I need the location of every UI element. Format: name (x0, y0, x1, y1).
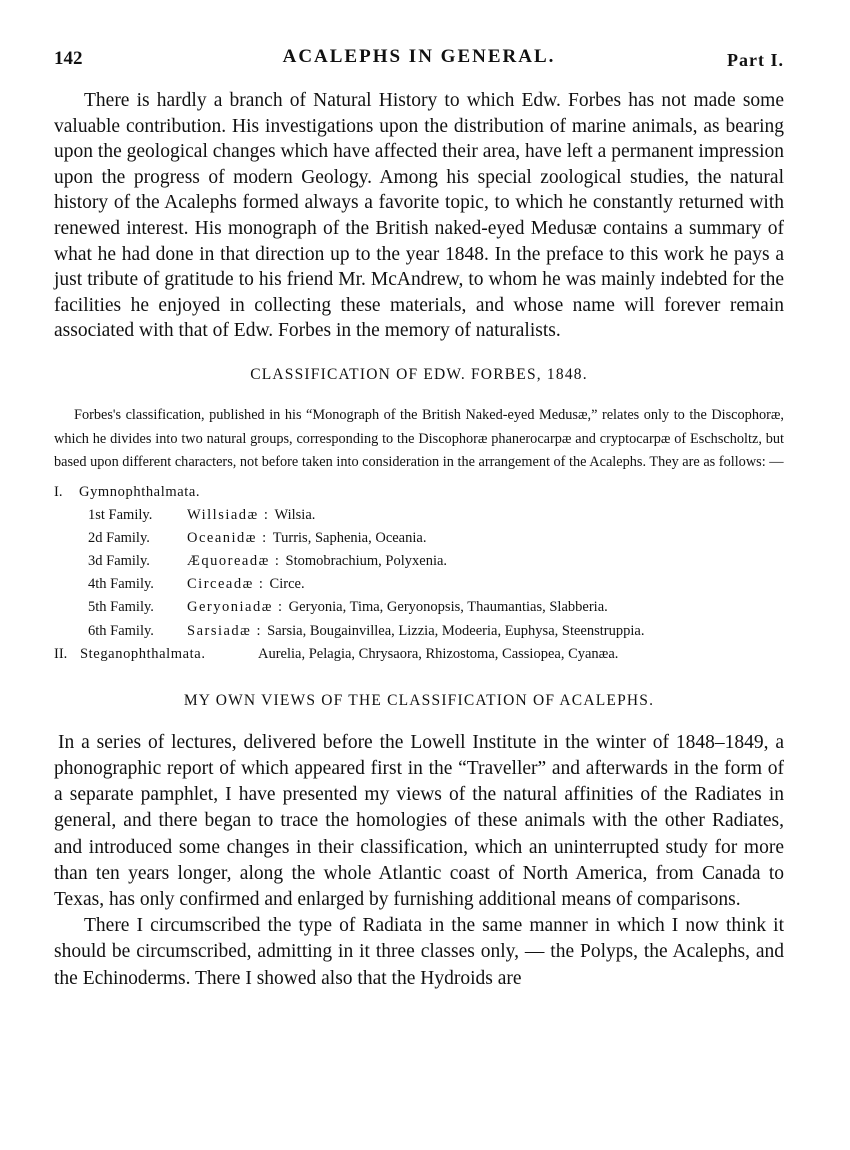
paragraph-forbes-classification: Forbes's classification, published in his “Monograph of the British Naked-eyed Medusæ,” relates only to the Discophoræ, which he divides into two natural groups, corresponding to the Discophoræ phanerocarpæ and cryptocarpæ of Eschscholtz, but based upon different characters, not before taken into consideration in the arrangement of the Acalephs. They are as follows: — (54, 406, 784, 471)
classification-list (54, 481, 784, 666)
family-label: 6th Family. (88, 622, 154, 639)
group-numeral: II. (54, 645, 68, 662)
family-label: 1st Family. (88, 506, 153, 523)
group-numeral: I. (54, 483, 63, 500)
page-number: 142 (54, 48, 83, 69)
family-row (54, 620, 784, 643)
family-name: Circeadæ : (187, 576, 265, 593)
family-row (54, 527, 784, 550)
section-heading-forbes-classification: CLASSIFICATION OF EDW. FORBES, 1848. (250, 365, 588, 383)
family-genera: Geryonia, Tima, Geryonopsis, Thaumantias, Slabberia. (288, 599, 608, 616)
family-name: Geryoniadæ : (187, 599, 284, 616)
family-name: Willsiadæ : (187, 506, 270, 523)
family-label: 4th Family. (88, 576, 154, 593)
paragraph-radiata-type: There I circumscribed the type of Radiata in the same manner in which I now think it should be circumscribed, admitting in it three classes only, — the Polyps, the Acalephs, and the Echinoderms. There I showed also that the Hydroids are (54, 915, 784, 989)
family-row (54, 550, 784, 573)
family-genera: Sarsia, Bougainvillea, Lizzia, Modeeria, Euphysa, Steenstruppia. (267, 622, 645, 639)
running-title: ACALEPHS IN GENERAL. (282, 46, 556, 67)
group-genera: Aurelia, Pelagia, Chrysaora, Rhizostoma, Cassiopea, Cyanæa. (258, 645, 619, 662)
paragraph-lowell-lectures: In a series of lectures, delivered before the Lowell Institute in the winter of 1848–1849, a phonographic report of which appeared first in the “Traveller” and afterwards in the form of a separate pamphlet, I have presented my views of the natural affinities of the Radiates in general, and there began to trace the homologies of these animals with the other Radiates, and introduced some changes in their classification, which an uninterrupted study for more than ten years longer, along the whole Atlantic coast of North America, from Canada to Texas, has only confirmed and enlarged by furnishing additional means of comparisons. (54, 731, 784, 911)
family-genera: Stomobrachium, Polyxenia. (285, 553, 448, 570)
family-genera: Turris, Saphenia, Oceania. (272, 529, 427, 546)
family-label: 2d Family. (88, 529, 150, 546)
family-row (54, 504, 784, 527)
family-name: Sarsiadæ : (187, 622, 263, 639)
group-name: Steganophthalmata. (80, 645, 206, 662)
family-genera: Circe. (269, 576, 305, 593)
group-name: Gymnophthalmata. (79, 483, 201, 500)
paragraph-forbes-intro: There is hardly a branch of Natural History to which Edw. Forbes has not made some valuable contribution. His investigations upon the distribution of marine animals, as bearing upon the geological changes which have affected their area, have left a permanent impression upon the progress of modern Geology. Among his special zoological studies, the natural history of the Acalephs formed always a favorite topic, to which he constantly returned with renewed interest. His monograph of the British naked-eyed Medusæ contains a summary of what he had done in that direction up to the year 1848. In the preface to this work he pays a just tribute of gratitude to his friend Mr. McAndrew, to whom he was mainly indebted for the facilities he enjoyed in collecting these materials, and whose name will forever remain associated with that of Edw. Forbes in the memory of naturalists. (54, 90, 784, 342)
family-label: 3d Family. (88, 553, 150, 570)
family-label: 5th Family. (88, 599, 154, 616)
group-heading-gymnophthalmata (54, 481, 784, 504)
running-header (54, 42, 784, 72)
part-label: Part I. (727, 50, 784, 70)
family-row (54, 573, 784, 596)
family-name: Æquoreadæ : (187, 553, 281, 570)
section-heading-own-views: MY OWN VIEWS OF THE CLASSIFICATION OF ACALEPHS. (183, 691, 655, 709)
group-heading-steganophthalmata (54, 643, 784, 666)
family-genera: Wilsia. (274, 506, 316, 523)
family-row (54, 596, 784, 619)
family-name: Oceanidæ : (187, 529, 268, 546)
